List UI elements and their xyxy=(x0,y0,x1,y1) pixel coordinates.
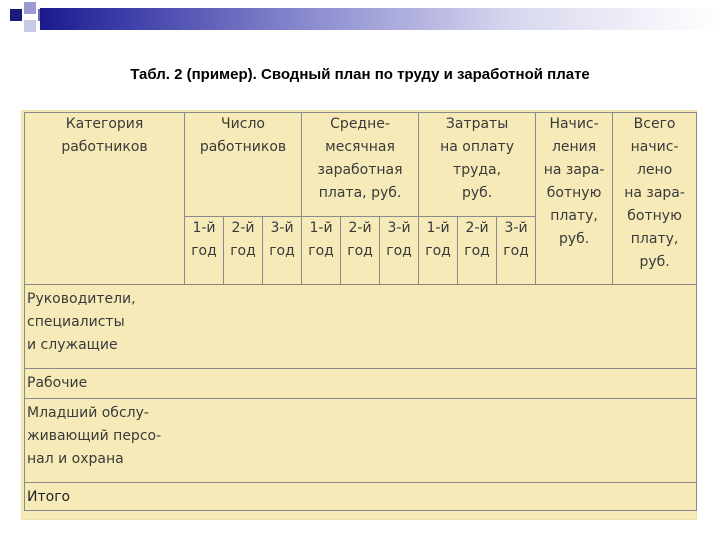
year-3-header: 3-й год xyxy=(497,217,536,285)
header-decoration xyxy=(0,0,720,36)
table-row xyxy=(25,399,697,483)
decor-square xyxy=(10,9,22,21)
header-headcount: Число работников xyxy=(185,113,302,217)
row-label-managers: Руководители, специалисты и служащие xyxy=(25,285,697,369)
header-avg-salary: Средне- месячная заработная плата, руб. xyxy=(302,113,419,217)
year-2-header: 2-й год xyxy=(458,217,497,285)
gradient-bar xyxy=(40,8,720,30)
header-accruals: Начис- ления на зара- ботную плату, руб. xyxy=(536,113,613,285)
table-row xyxy=(25,369,697,399)
year-1-header: 1-й год xyxy=(185,217,224,285)
year-1-header: 1-й год xyxy=(419,217,458,285)
header-labor-costs: Затраты на оплату труда, руб. xyxy=(419,113,536,217)
year-2-header: 2-й год xyxy=(341,217,380,285)
labor-plan-table xyxy=(24,112,697,511)
decor-square xyxy=(24,20,36,32)
row-label-service-staff: Младший обслу- живающий персо- нал и охрана xyxy=(25,399,697,483)
header-total-accrued: Всего начис- лено на зара- ботную плату, руб. xyxy=(613,113,697,285)
header-category: Категория работников xyxy=(25,113,185,285)
decor-square xyxy=(24,2,36,14)
year-3-header: 3-й год xyxy=(380,217,419,285)
year-2-header: 2-й год xyxy=(224,217,263,285)
row-label-total: Итого xyxy=(25,483,697,511)
year-3-header: 3-й год xyxy=(263,217,302,285)
row-label-workers: Рабочие xyxy=(25,369,697,399)
table-row xyxy=(25,285,697,369)
year-1-header: 1-й год xyxy=(302,217,341,285)
slide-title: Табл. 2 (пример). Сводный план по труду и заработной плате xyxy=(130,66,590,83)
table-row xyxy=(25,483,697,511)
